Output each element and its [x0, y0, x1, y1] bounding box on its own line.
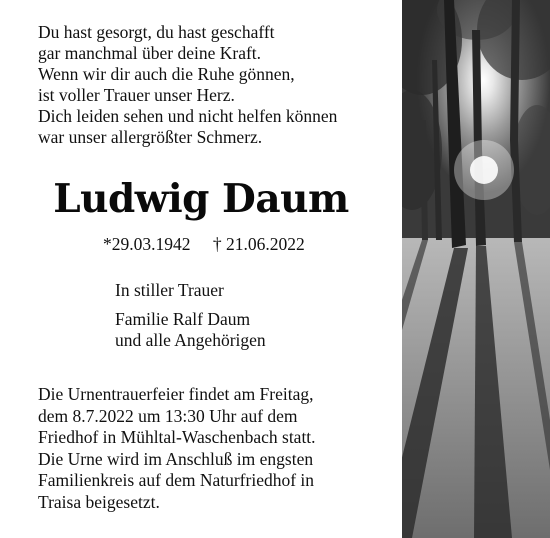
- poem-line: gar manchmal über deine Kraft.: [38, 43, 262, 63]
- memorial-poem: [38, 22, 398, 148]
- death-date: † 21.06.2022: [212, 234, 305, 254]
- life-dates: [103, 234, 403, 255]
- birth-date: *29.03.1942: [103, 234, 191, 254]
- poem-line: war unser allergrößter Schmerz.: [38, 127, 263, 147]
- mourning-intro: In stiller Trauer: [115, 280, 224, 300]
- ceremony-line: Friedhof in Mühltal-Waschenbach statt.: [38, 427, 316, 447]
- spacer: [115, 301, 395, 309]
- park-trees-sunlight-photo: [402, 0, 550, 538]
- poem-line: Wenn wir dir auch die Ruhe gönnen,: [38, 64, 295, 84]
- ceremony-line: dem 8.7.2022 um 13:30 Uhr auf dem: [38, 405, 298, 426]
- ceremony-line: Traisa beigesetzt.: [38, 491, 160, 512]
- mourners-block: [115, 280, 395, 351]
- poem-line: Du hast gesorgt, du hast geschafft: [38, 22, 275, 42]
- poem-line: ist voller Trauer unser Herz.: [38, 85, 235, 105]
- relatives: und alle Angehörigen: [115, 330, 266, 350]
- ceremony-info: [38, 384, 398, 513]
- ceremony-line: Familienkreis auf dem Naturfriedhof in: [38, 470, 315, 490]
- ceremony-line: Die Urnentrauerfeier findet am Freitag,: [38, 384, 314, 404]
- family-name: Familie Ralf Daum: [115, 309, 251, 329]
- deceased-name: Ludwig Daum: [53, 176, 349, 222]
- poem-line: Dich leiden sehen und nicht helfen können: [38, 106, 338, 126]
- ceremony-line: Die Urne wird im Anschluß im engsten: [38, 448, 314, 469]
